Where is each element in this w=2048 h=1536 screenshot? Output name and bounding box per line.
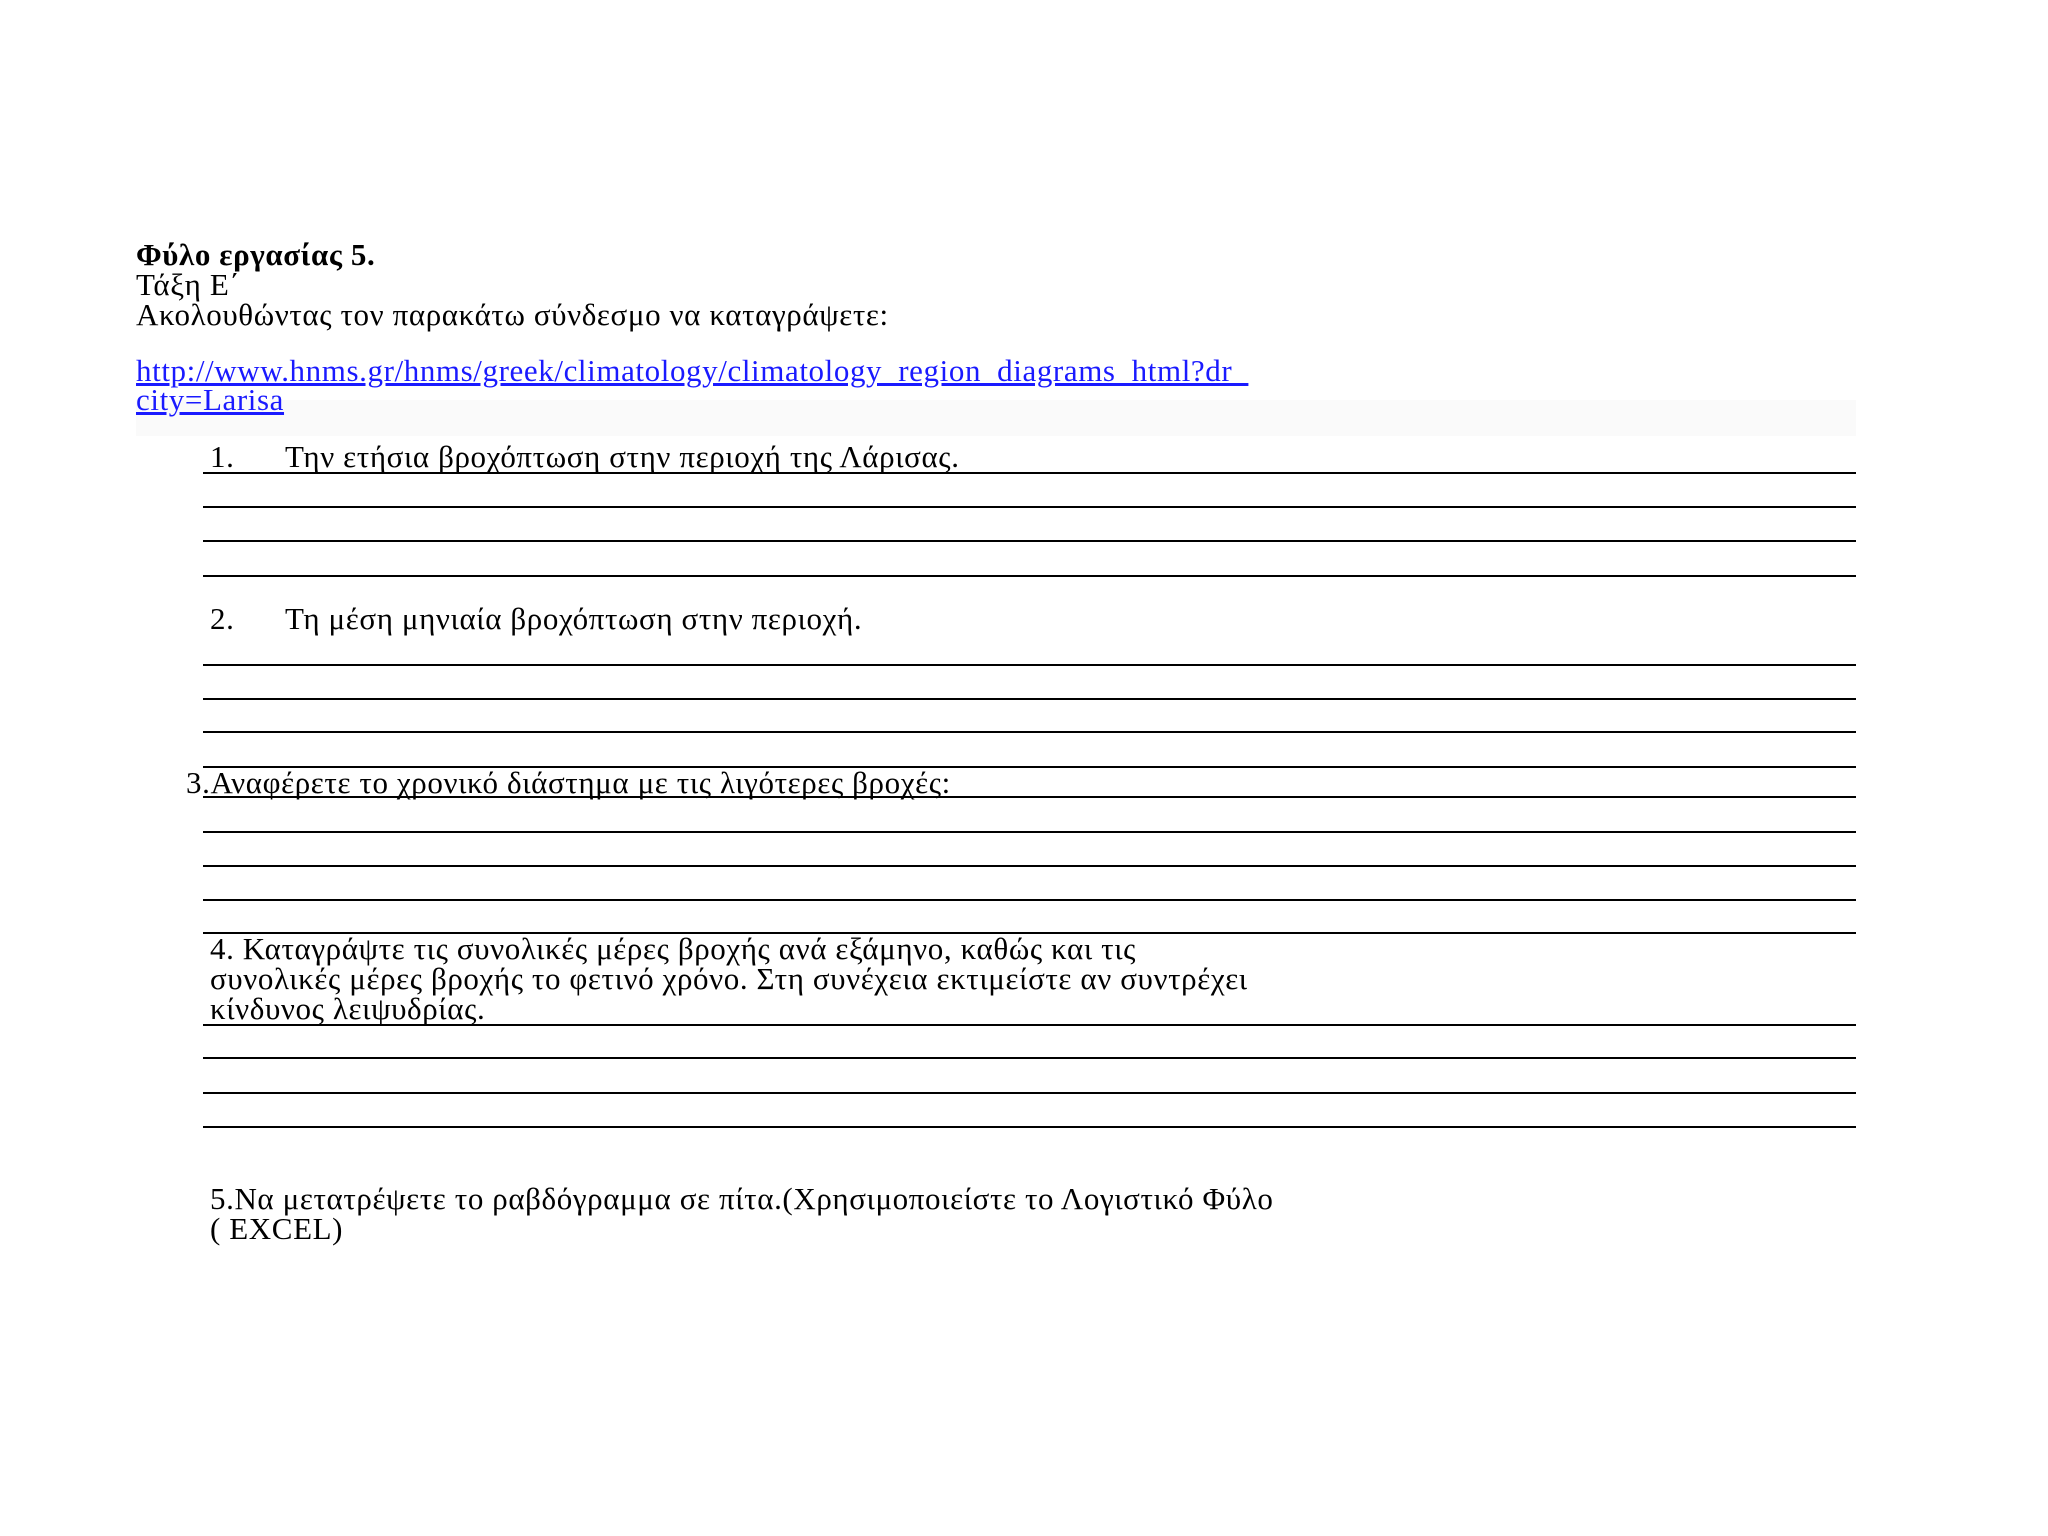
answer-line xyxy=(203,664,1856,666)
question-2-text: Τη μέση μηνιαία βροχόπτωση στην περιοχή. xyxy=(285,601,863,636)
link-line-1: http://www.hnms.gr/hnms/greek/climatology/climatology_region_diagrams_html?dr_ xyxy=(136,353,1249,388)
answer-line xyxy=(203,731,1856,733)
instructions-text: Ακολουθώντας τον παρακάτω σύνδεσμο να καταγράψετε: xyxy=(136,297,889,332)
question-1-number: 1. xyxy=(210,439,235,474)
question-4-line-3: κίνδυνος λειψυδρίας. xyxy=(210,991,486,1026)
answer-line xyxy=(203,796,1856,798)
question-2-number: 2. xyxy=(210,601,235,636)
answer-line xyxy=(203,698,1856,700)
question-4 xyxy=(210,931,1248,1026)
answer-line xyxy=(203,575,1856,577)
question-2 xyxy=(210,601,863,636)
answer-line xyxy=(203,1126,1856,1128)
question-1-text: Την ετήσια βροχόπτωση στην περιοχή της Λάρισας. xyxy=(285,439,960,474)
answer-line xyxy=(203,472,1856,474)
question-3-text: 3.Αναφέρετε το χρονικό διάστημα με τις λιγότερες βροχές: xyxy=(186,765,951,800)
climatology-link[interactable] xyxy=(136,353,1249,417)
answer-line xyxy=(203,1092,1856,1094)
answer-line xyxy=(203,506,1856,508)
question-5-line-2: ( EXCEL) xyxy=(210,1211,344,1246)
answer-line xyxy=(203,831,1856,833)
question-3 xyxy=(186,765,951,800)
question-4-line-2: συνολικές μέρες βροχής το φετινό χρόνο. Στη συνέχεια εκτιμείστε αν συντρέχει xyxy=(210,961,1248,996)
question-4-line-1: 4. Καταγράψτε τις συνολικές μέρες βροχής ανά εξάμηνο, καθώς και τις xyxy=(210,931,1137,966)
worksheet-title: Φύλο εργασίας 5. xyxy=(136,237,376,272)
question-1 xyxy=(210,439,960,474)
answer-line xyxy=(203,865,1856,867)
answer-line xyxy=(203,540,1856,542)
question-5-line-1: 5.Να μετατρέψετε το ραβδόγραμμα σε πίτα.(Χρησιμοποιείστε το Λογιστικό Φύλο xyxy=(210,1181,1274,1216)
answer-line xyxy=(203,1057,1856,1059)
answer-line xyxy=(203,899,1856,901)
link-line-2: city=Larisa xyxy=(136,382,285,417)
answer-line xyxy=(203,1024,1856,1026)
class-label: Τάξη Ε΄ xyxy=(136,267,241,302)
question-5 xyxy=(210,1181,1274,1246)
